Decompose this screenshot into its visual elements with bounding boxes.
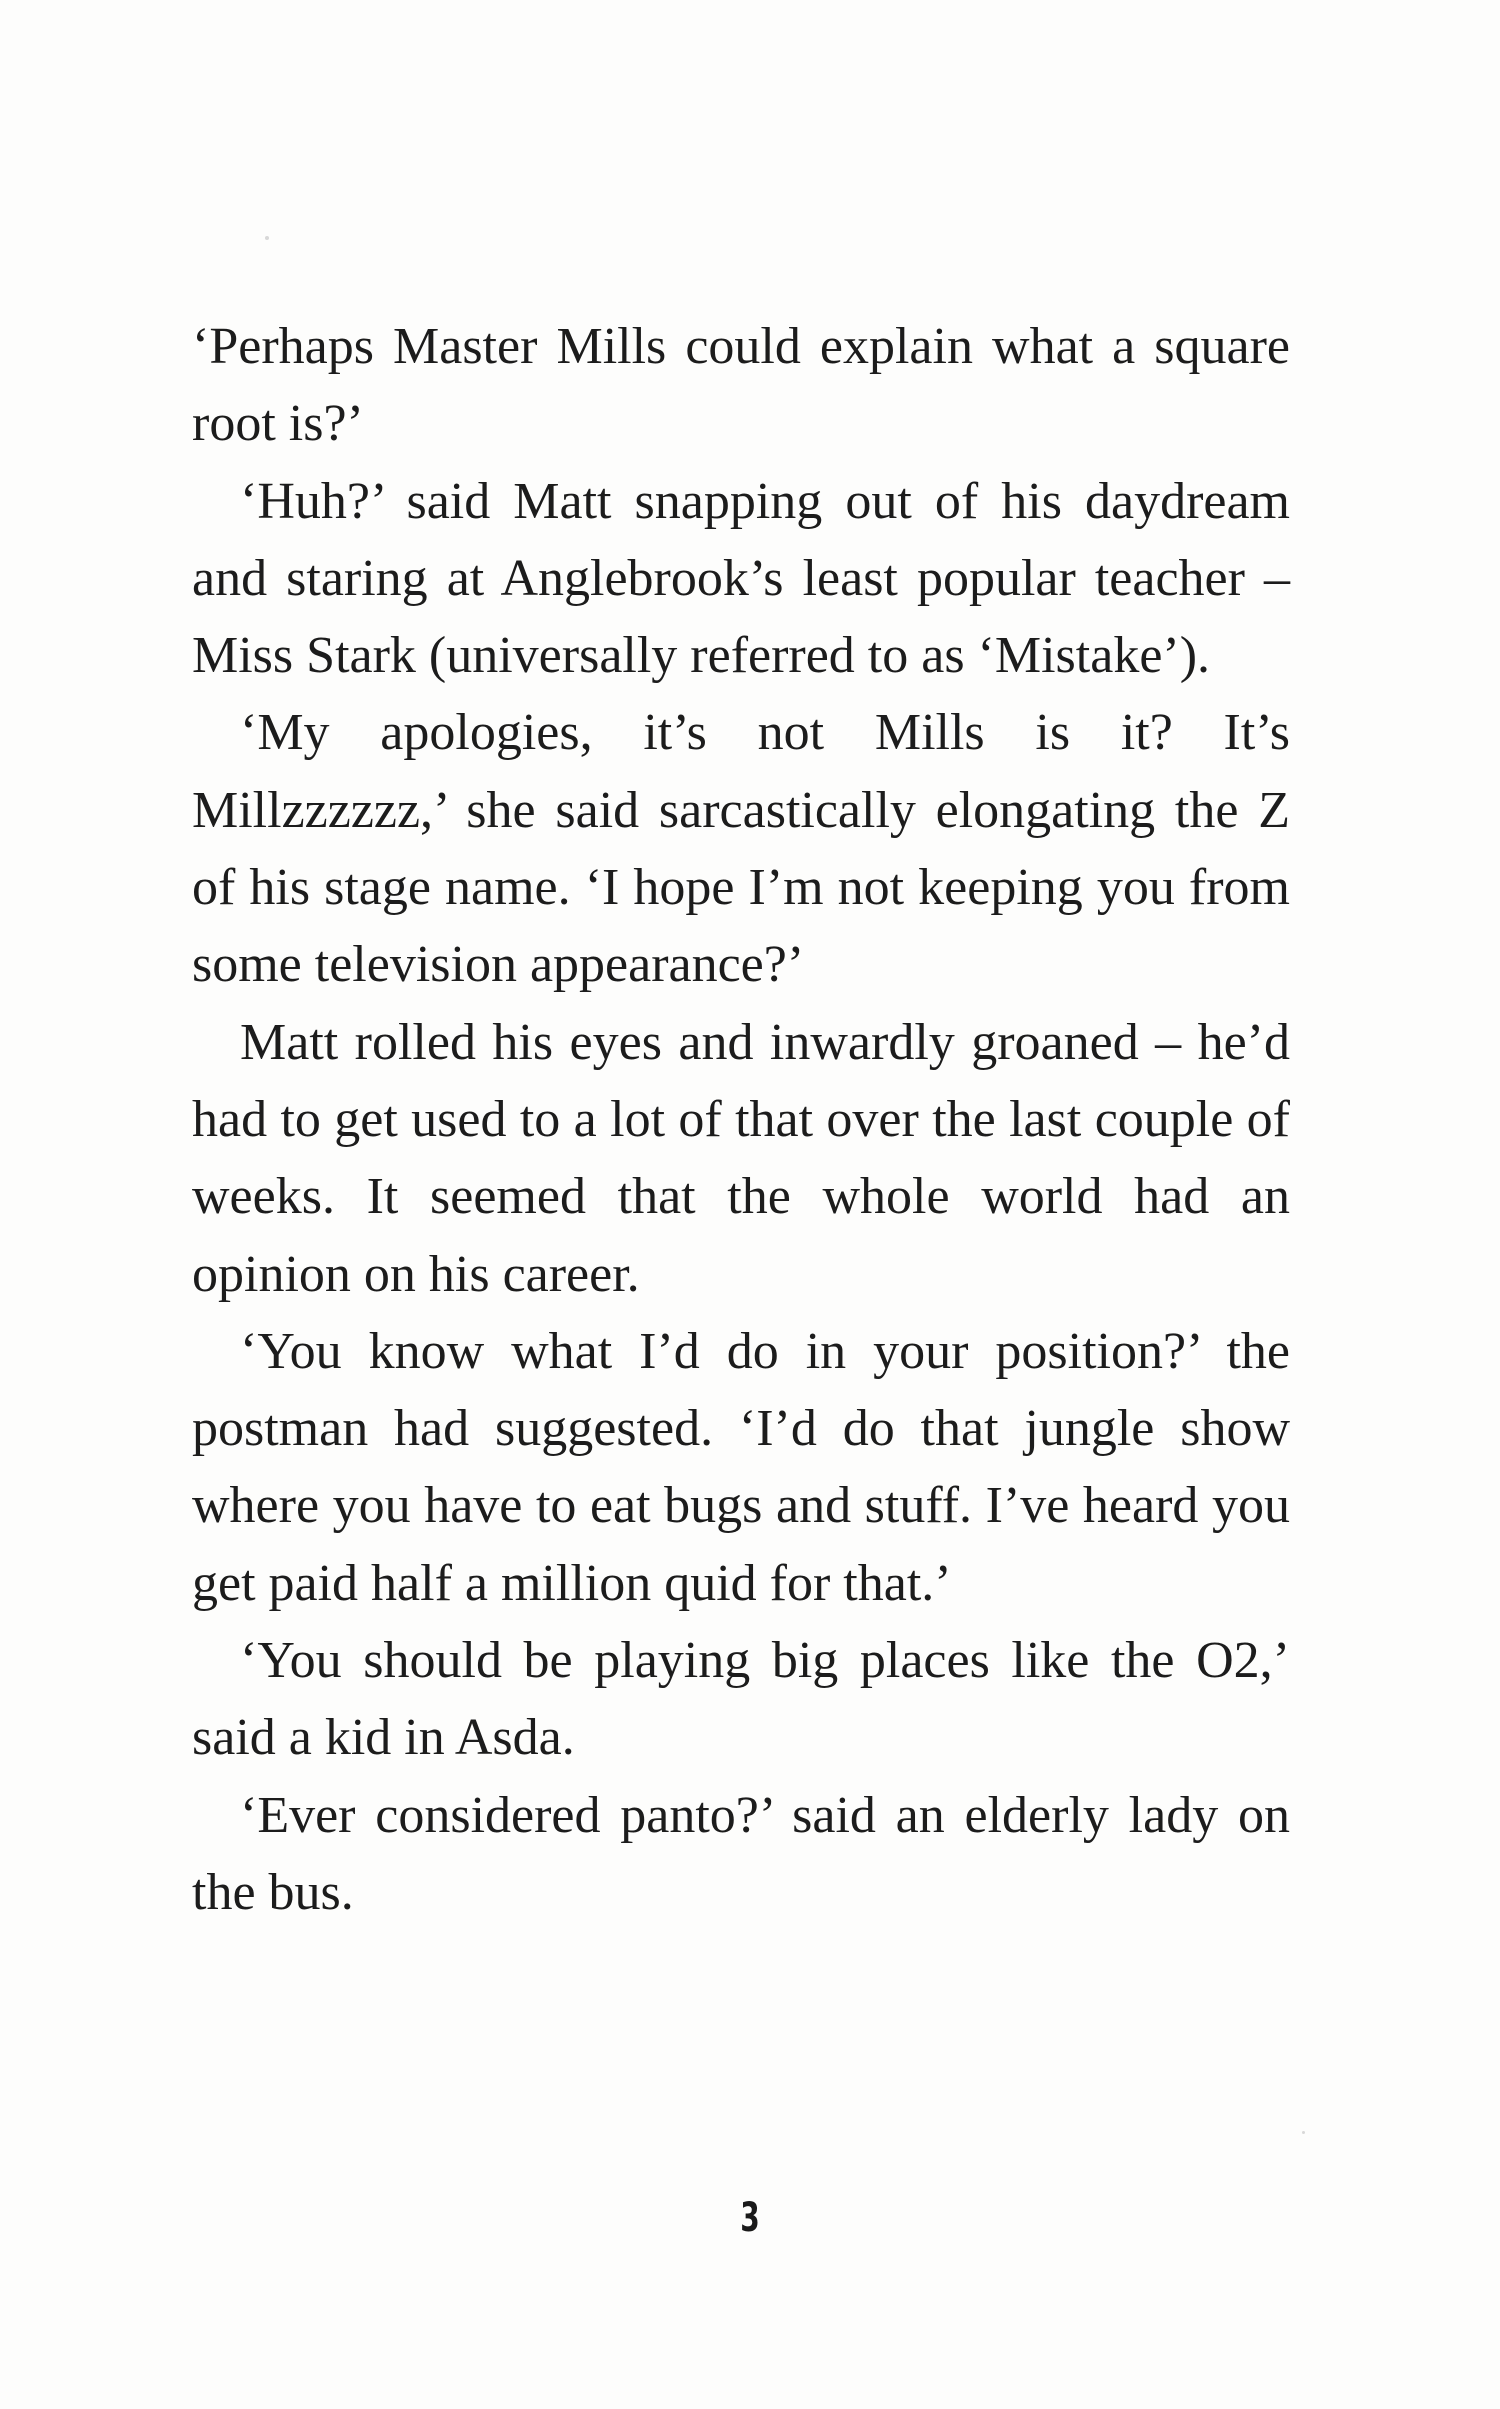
paragraph: ‘Huh?’ said Matt snapping out of his daydream and staring at Anglebrook’s least popular teacher – Miss Stark (universally referred to as ‘Mistake’). <box>192 472 1290 685</box>
paragraph: ‘You should be playing big places like the O2,’ said a kid in Asda. <box>192 1632 1290 1767</box>
paragraph: Matt rolled his eyes and inwardly groaned – he’d had to get used to a lot of that over the last couple of weeks. It seemed that the whole world had an opinion on his career. <box>192 1013 1290 1303</box>
body-text <box>192 308 1290 1931</box>
paragraph: ‘Perhaps Master Mills could explain what a square root is?’ <box>192 318 1290 453</box>
page-number: 3 <box>740 2195 760 2241</box>
paper-speck <box>265 236 269 240</box>
paper-speck <box>1302 2131 1305 2134</box>
paragraph: ‘You know what I’d do in your position?’ the postman had suggested. ‘I’d do that jungle show where you have to eat bugs and stuff. I’ve heard you get paid half a million quid for that.’ <box>192 1322 1290 1612</box>
paragraph: ‘My apologies, it’s not Mills is it? It’s Millzzzzzz,’ she said sarcastically elongating the Z of his stage name. ‘I hope I’m not keeping you from some television appearance?’ <box>192 704 1290 994</box>
paragraph: ‘Ever considered panto?’ said an elderly lady on the bus. <box>192 1786 1290 1921</box>
